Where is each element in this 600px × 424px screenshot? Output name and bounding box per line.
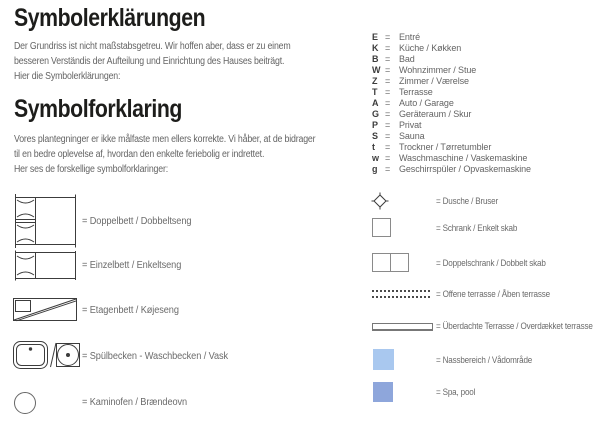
german-intro-line1: Der Grundriss ist nicht maßstabsgetreu. Wir hoffen aber, dass er zu einem xyxy=(14,41,291,52)
double-bed-icon xyxy=(12,193,78,249)
room-code-row-t xyxy=(372,141,531,152)
room-code-letter: A xyxy=(372,97,379,108)
cabinet-cell xyxy=(390,253,409,272)
room-code-row-G xyxy=(372,108,531,119)
room-code-label: Privat xyxy=(399,119,422,130)
room-code-row-B xyxy=(372,53,531,64)
room-code-list xyxy=(372,31,531,174)
single-bed-label: = Einzelbett / Enkeltseng xyxy=(82,260,182,271)
danish-section-title: Symbolforklaring xyxy=(14,95,182,123)
wet-area-swatch xyxy=(373,349,394,370)
equals-sign: = xyxy=(385,97,391,108)
room-code-label: Küche / Køkken xyxy=(399,42,462,53)
room-code-label: Wohnzimmer / Stue xyxy=(399,64,477,75)
danish-intro-line1: Vores plantegninger er ikke målfaste men ellers korrekte. Vi håber, at de bidrager xyxy=(14,134,316,145)
shower-label: = Dusche / Bruser xyxy=(436,196,499,206)
room-code-letter: g xyxy=(372,163,378,174)
bunk-bed-icon xyxy=(12,296,78,322)
german-intro-text xyxy=(14,39,291,84)
wood-stove-icon xyxy=(13,391,37,415)
room-code-row-T xyxy=(372,86,531,97)
room-code-label: Entré xyxy=(399,31,421,42)
sink-washbasin-icon xyxy=(12,339,82,371)
room-code-letter: K xyxy=(372,42,379,53)
room-code-label: Bad xyxy=(399,53,415,64)
equals-sign: = xyxy=(385,42,391,53)
danish-intro-line2: til en bedre oplevelse af, hvordan den enkelte feriebolig er indrettet. xyxy=(14,149,265,160)
danish-intro-text xyxy=(14,132,315,177)
room-code-label: Geräteraum / Skur xyxy=(399,108,472,119)
equals-sign: = xyxy=(385,141,391,152)
single-bed-icon xyxy=(12,250,78,281)
room-code-letter: t xyxy=(372,141,375,152)
equals-sign: = xyxy=(385,152,391,163)
wood-stove-label: = Kaminofen / Brændeovn xyxy=(82,397,188,408)
equals-sign: = xyxy=(385,31,391,42)
german-section-title: Symbolerklärungen xyxy=(14,4,206,32)
cabinet-cell xyxy=(372,253,391,272)
room-code-letter: B xyxy=(372,53,379,64)
double-bed-label: = Doppelbett / Dobbeltseng xyxy=(82,216,192,227)
room-code-label: Zimmer / Værelse xyxy=(399,75,469,86)
single-cabinet-icon xyxy=(372,218,391,237)
room-code-letter: Z xyxy=(372,75,378,86)
room-code-label: Terrasse xyxy=(399,86,433,97)
equals-sign: = xyxy=(385,130,391,141)
room-code-letter: S xyxy=(372,130,378,141)
equals-sign: = xyxy=(385,108,391,119)
room-code-label: Waschmaschine / Vaskemaskine xyxy=(399,152,528,163)
equals-sign: = xyxy=(385,86,391,97)
room-code-letter: P xyxy=(372,119,378,130)
equals-sign: = xyxy=(385,53,391,64)
danish-intro-line3: Her ses de forskellige symbolforklaringer: xyxy=(14,164,169,175)
spa-pool-label: = Spa, pool xyxy=(436,387,476,397)
equals-sign: = xyxy=(385,163,391,174)
room-code-row-P xyxy=(372,119,531,130)
room-code-row-W xyxy=(372,64,531,75)
room-code-label: Trockner / Tørretumbler xyxy=(399,141,492,152)
covered-terrace-icon xyxy=(372,323,433,331)
room-code-letter: T xyxy=(372,86,378,97)
room-code-letter: W xyxy=(372,64,381,75)
room-code-letter: w xyxy=(372,152,379,163)
wet-area-label: = Nassbereich / Vådområde xyxy=(436,355,533,365)
single-cabinet-label: = Schrank / Enkelt skab xyxy=(436,223,518,233)
room-code-letter: G xyxy=(372,108,379,119)
equals-sign: = xyxy=(385,64,391,75)
equals-sign: = xyxy=(385,75,391,86)
room-code-label: Sauna xyxy=(399,130,425,141)
room-code-row-A xyxy=(372,97,531,108)
german-intro-line2: besseren Verständis der Aufteilung und Einrichtung des Hauses beiträgt. xyxy=(14,56,285,67)
open-terrace-label: = Offene terrasse / Åben terrasse xyxy=(436,289,550,299)
open-terrace-icon xyxy=(372,290,430,298)
shower-icon xyxy=(371,192,389,210)
room-code-row-Z xyxy=(372,75,531,86)
room-code-label: Auto / Garage xyxy=(399,97,454,108)
double-cabinet-label: = Doppelschrank / Dobbelt skab xyxy=(436,258,546,268)
room-code-row-E xyxy=(372,31,531,42)
room-code-row-K xyxy=(372,42,531,53)
covered-terrace-label: = Überdachte Terrasse / Overdækket terrasse xyxy=(436,321,593,331)
room-code-row-S xyxy=(372,130,531,141)
room-code-letter: E xyxy=(372,31,378,42)
double-cabinet-icon xyxy=(372,253,409,272)
german-intro-line3: Hier die Symbolerklärungen: xyxy=(14,71,121,82)
room-code-row-g xyxy=(372,163,531,174)
spa-pool-swatch xyxy=(373,382,393,402)
room-code-row-w xyxy=(372,152,531,163)
bunk-bed-label: = Etagenbett / Køjeseng xyxy=(82,305,179,316)
room-code-label: Geschirrspüler / Opvaskemaskine xyxy=(399,163,531,174)
equals-sign: = xyxy=(385,119,391,130)
sink-washbasin-label: = Spülbecken - Waschbecken / Vask xyxy=(82,351,229,362)
